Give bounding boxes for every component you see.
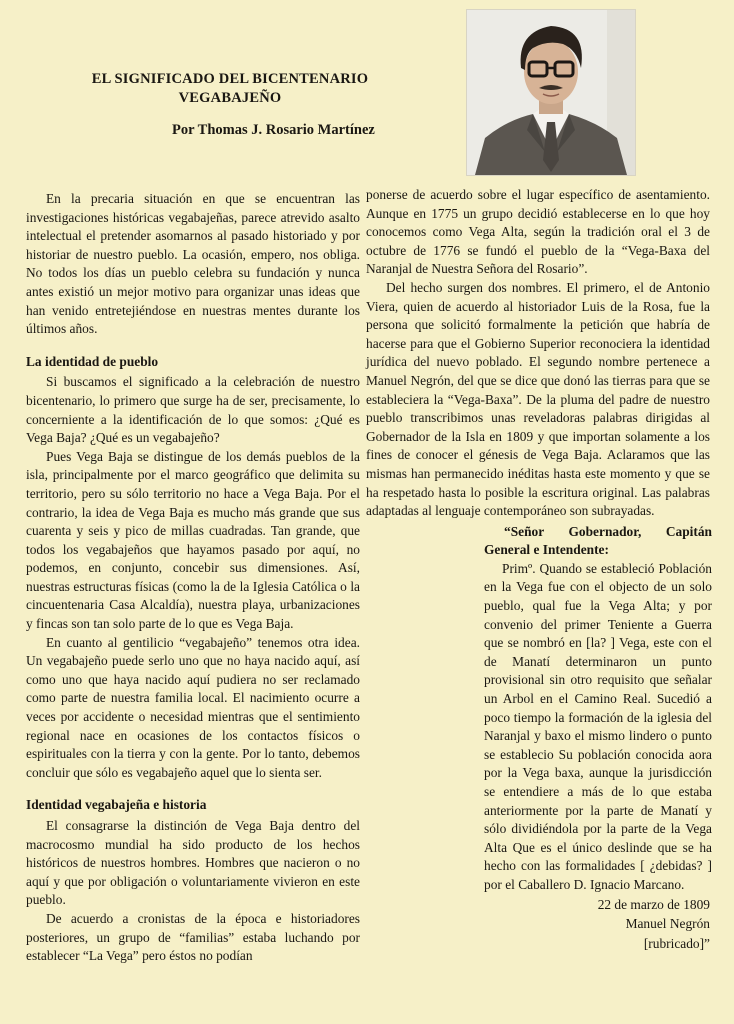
article-title [60, 70, 400, 108]
paragraph: ponerse de acuerdo sobre el lugar específico de asentamiento. Aunque en 1775 un grupo decidió establecerse en lo que hoy conocemos como Vega Alta, según la tradición oral el 3 de octubre de 1776 se fundó el pueblo de la “Vega-Baxa del Naranjal de Nuestra Señora del Rosario”. [366, 187, 710, 277]
title-line-2: VEGABAJEÑO [178, 90, 282, 106]
title-line-1: EL SIGNIFICADO DEL BICENTENARIO [91, 71, 369, 87]
letter-rubric: [rubricado]” [643, 935, 710, 951]
paragraph: De acuerdo a cronistas de la época e historiadores posteriores, un grupo de “familias” estaba luchando por establecer “La Vega” pero éstos no podían [26, 910, 360, 964]
intro-paragraph: En la precaria situación en que se encuentran las investigaciones históricas vegabajeñas, parece atrevido asalto intelectual el pretender asomarnos al pasado historiado y por historiar de nuestro pueblo. La ocasión, empero, nos obliga. No todos los días un pueblo celebra su fundación y nunca antes existió un mejor motivo para organizar unas ideas que han venido entretejiéndose en nuestras mentes durante los últimos años. [26, 191, 360, 337]
section-heading-identidad-pueblo: La identidad de pueblo [26, 353, 159, 369]
paragraph: Si buscamos el significado a la celebración de nuestro bicentenario, lo primero que surge ha de ser, precisamente, lo concerniente a la identificación de lo que somos: ¿Qué es Vega Baja? ¿Qué es un vegabajeño? [26, 374, 360, 446]
portrait-drawing [467, 10, 635, 175]
paragraph: El consagrarse la distinción de Vega Baja dentro del macrocosmo mundial ha sido producto de los hechos históricos de nuestros hombres. Hombres que nacieron o no aquí y que por obligación o voluntariamente vivieron en este pueblo. [26, 818, 360, 908]
author-byline: Por Thomas J. Rosario Martínez [172, 122, 375, 138]
letter-body: Primº. Quando se estableció Población en la Vega fue con el objecto de un solo pueblo, qual fue la Vega Alta; y por convenio del primer Teniente a Guerra que se nombró en [la? ] Vega, este con el de Manatí determinaron un punto provisional sin otro requisito que señalar un Arbol en el Camino Real. Sucedió a poco tiempo la formación de la iglesia del Naranjal y baxo el mismo lindero o punto se establecio Su población conocida aora por la Vega baxa, aunque la jurisdicción se entendiere a más de lo que estaba anteriormente por la parte de Manatí y sólo dividiéndola por la parte de la Vega Alta Que es el único deslinde que se ha hecho con las formalidades [ ¿debidas? ] por el Caballero D. Ignacio Marcano. [484, 560, 712, 892]
letter-signature: Manuel Negrón [625, 916, 710, 932]
paragraph: Del hecho surgen dos nombres. El primero, el de Antonio Viera, quien de acuerdo al historiador Luis de la Rosa, fue la persona que solicitó formalmente la petición que habría de hacerse para que el Gobierno Superior reconociera la identidad jurídica del nuevo poblado. El segundo nombre pertenece a Manuel Negrón, del que se dice que donó las tierras para que se estableciera la “Vega-Baxa”. De la pluma del padre de nuestro pueblo transcribimos unas reveladoras palabras dirigidas al Gobernador de la Isla en 1809 y que importan solamente a los fines de conocer el génesis de Vega Baja. Aclaramos que las mismas han permanecido inéditas hasta este momento y que se ha respetado hasta lo posible la escritura original. Las palabras adaptadas al lenguaje contemporáneo son subrayadas. [366, 279, 710, 519]
quoted-letter [484, 523, 712, 895]
right-column [366, 186, 710, 953]
paragraph: Pues Vega Baja se distingue de los demás pueblos de la isla, principalmente por el marco geográfico que delimita su territorio, pero su sólo territorio no hace a Vega Baja. Por el contrario, la idea de Vega Baja es mucho más grande que sus cuarenta y seis y pico de millas cuadradas. Tan grande, que todos los vegabajeños que hayamos pasado por aquí, no podemos, en conjunto, concebir sus dimensiones. Así, nuestras estructuras físicas (como la de la Iglesia Católica o la cincuentenaria Casa Alcaldía), nuestra playa, urbanizaciones y fincas son tan solo parte de lo que es Vega Baja. [26, 448, 360, 632]
letter-date: 22 de marzo de 1809 [597, 896, 710, 912]
letter-salutation: “Señor Gobernador, Capitán General e Intendente: [484, 523, 712, 558]
paragraph: En cuanto al gentilicio “vegabajeño” tenemos otra idea. Un vegabajeño puede serlo uno que no haya nacido aquí, así como uno que haya nacido aquí pudiera no ser reclamado como parte de nuestra familia local. El nacimiento ocurre a veces por accidente o necesidad mientras que el sentimiento regional nace en ocasiones de los contactos físicos o espirituales con la tierra y con la gente. Por lo tanto, debemos concluir que sólo es vegabajeño aquel que lo sienta ser. [26, 634, 360, 780]
left-column [26, 190, 360, 966]
author-portrait-icon [466, 9, 636, 176]
section-heading-identidad-historia: Identidad vegabajeña e historia [26, 797, 207, 813]
